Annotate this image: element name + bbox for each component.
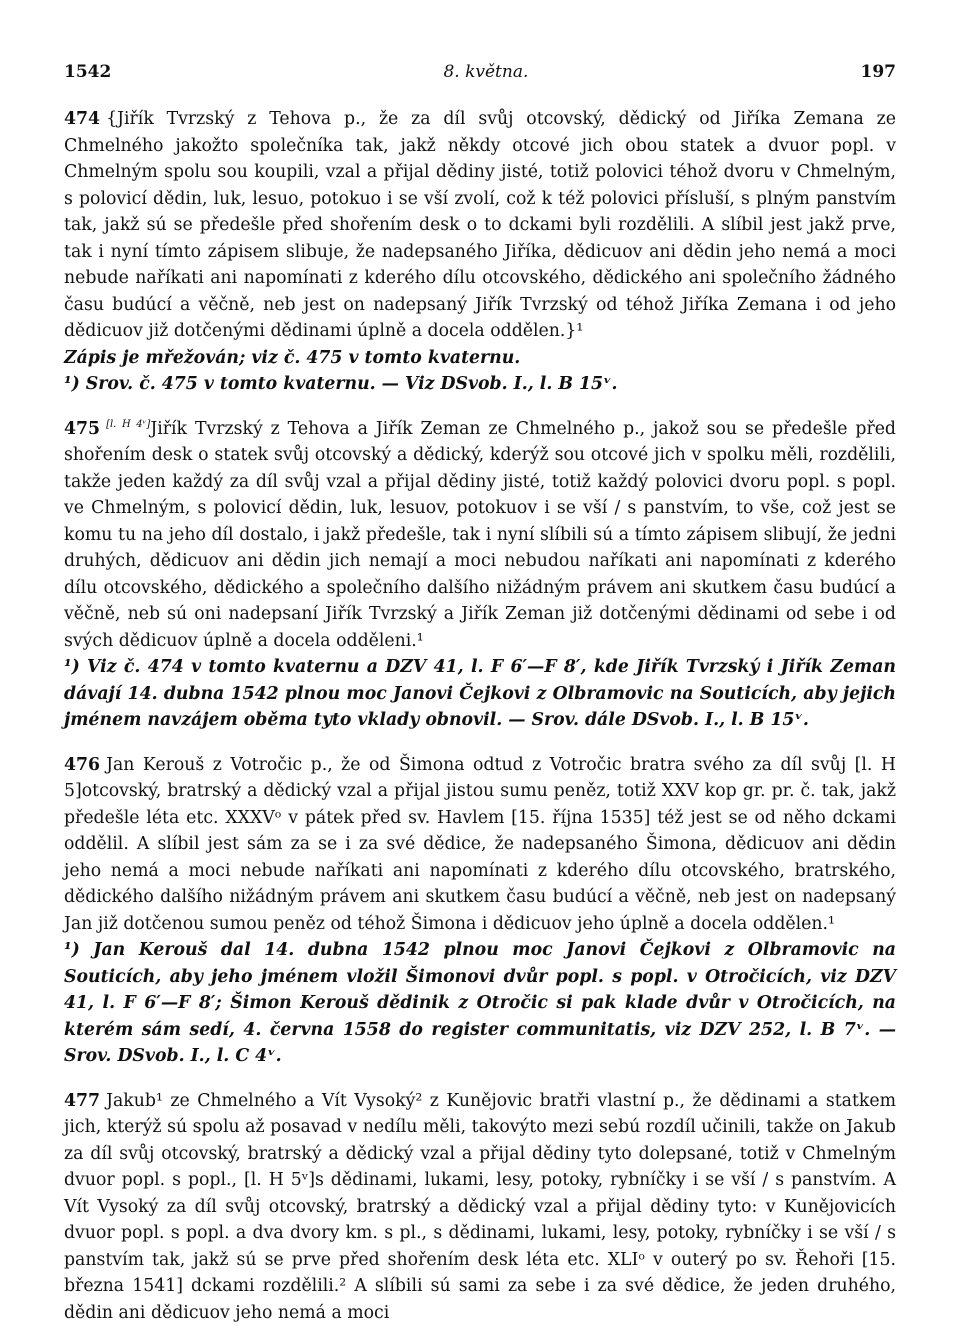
entry-number: 474 (64, 109, 100, 129)
entry-body (64, 106, 896, 345)
header-year: 1542 (64, 62, 111, 82)
entry-body (64, 416, 896, 655)
entry-number: 476 (64, 755, 100, 775)
entry-476 (64, 752, 896, 1070)
header-date: 8. května. (443, 62, 528, 82)
footnote: ¹) Srov. č. 475 v tomto kvaternu. — Viz DSvob. I., l. B 15ᵛ. (64, 371, 896, 398)
entry-body (64, 1088, 896, 1326)
entry-number: 475 (64, 419, 100, 439)
entry-number: 477 (64, 1091, 100, 1111)
entry-note: Zápis je mřežován; viz č. 475 v tomto kvaternu. (64, 345, 896, 372)
page-header (64, 62, 896, 88)
entry-text: {Jiřík Tvrzský z Tehova p., že za díl svůj otcovský, dědický od Jiříka Zemana ze Chmelného jakožto společníka tak, jakž někdy otcové jich obou statek a dvuor popl. v Chmelným spolu sou koupili, vzal a přijal dědiny jisté, totiž polovici téhož dvoru v Chmelným, s polovicí dědin, luk, lesuo, potokuo i se vší zvolí, což k též polovici přísluší, s plným panstvím tak, jakž sú se předešle před shořením desk o to dckami byli rozdělili. A slíbil jest jakž prve, tak i nyní tímto zápisem slibuje, že nadepsaného Jiříka, dědicuov ani dědin jeho nemá a moci nebude naříkati ani napomínati z kderého dílu otcovského, dědického ani společního žádného času budúcí a věčně, neb jest on nadepsaný Jiřík Tvrzský od téhož Jiříka Zemana i od jeho dědicuov již dotčenými dědinami úplně a docela oddělen.}¹ (64, 109, 896, 341)
page-number: 197 (861, 62, 897, 82)
entry-475 (64, 416, 896, 734)
entry-477 (64, 1088, 896, 1326)
footnote: ¹) Viz č. 474 v tomto kvaternu a DZV 41, l. F 6′—F 8′, kde Jiřík Tvrzský i Jiřík Zeman dávají 14. dubna 1542 plnou moc Janovi Čejkovi z Olbramovic na Souticích, aby jejich jménem navzájem oběma tyto vklady obnovil. — Srov. dále DSvob. I., l. B 15ᵛ. (64, 654, 896, 734)
entry-body (64, 752, 896, 938)
entry-text: Jan Kerouš z Votročic p., že od Šimona odtud z Votročic bratra svého za díl svůj [l. H 5]otcovský, bratrský a dědický vzal a přijal jistou sumu peněz, totiž XXV kop gr. pr. č. tak, jakž předešle léta etc. XXXVᵒ v pátek před sv. Havlem [15. října 1535] též jest se od něho dckami oddělil. A slíbil jest sám za se i za své dědice, že nadepsaného Šimona, dědicuov ani dědin jeho nemá a moci nebude naříkati ani napomínati z kderého dílu otcovského, bratrského, dědického dalšího nižádným právem ani skutkem času budúcí a věčně, neb jest on nadepsaný Jan již dotčenou sumou peněz od téhož Šimona i dědicuov jeho úplně a docela oddělen.¹ (64, 755, 896, 934)
entry-text: Jiřík Tvrzský z Tehova a Jiřík Zeman ze Chmelného p., jakož sou se předešle před shořením desk o statek svůj otcovský a dědický, kderýž sou otcové jich v spolku měli, rozdělili, takže jeden každý za díl svůj vzal a přijal dědiny jisté, totiž každý polovici dvoru popl. s popl. ve Chmelným, s polovicí dědin, luk, lesuov, potokuov i se vší / s panstvím, to vše, což jest se komu tu na jeho díl dostalo, i jakž předešle, tak i nyní slíbili sú a tímto zápisem slibují, že jedni druhých, dědicuov ani dědin jich nemají a moci nebudou naříkati ani napomínati z kderého dílu otcovského, dědického a společního dalšího nižádným právem ani skutkem času budúcí a věčně, neb sú oni nadepsaní Jiřík Tvrzský a Jiřík Zeman již dotčenými dědinami od sebe i od svých dědicuov úplně a docela odděleni.¹ (64, 419, 896, 651)
folio-mark: [l. H 4ᵛ] (106, 419, 150, 430)
document-page (64, 62, 896, 1326)
entry-text: Jakub¹ ze Chmelného a Vít Vysoký² z Kunějovic bratři vlastní p., že dědinami a statkem jich, kterýž sú spolu až posavad v nedílu měli, takovýto mezi sebú rozdíl učinili, takže on Jakub za díl svůj otcovský, bratrský a dědický vzal a přijal dědiny tyto dolepsané, totiž v Chmelným dvuor popl. s popl., [l. H 5ᵛ]s dědinami, lukami, lesy, potoky, rybníčky i se vší / s panstvím. A Vít Vysoký za díl svůj otcovský, bratrský a dědický vzal a přijal dědiny tyto: v Kunějovicích dvuor popl. s popl. a dva dvory km. s pl., s dědinami, lukami, lesy, potoky, rybníčky i se vší / s panstvím tak, jakž sú se prve před shořením desk léta etc. XLIᵒ v outerý po sv. Řehoři [15. března 1541] dckami rozdělili.² A slíbili sú sami za sebe i za své dědice, že jeden druhého, dědin ani dědicuov jeho nemá a moci (64, 1091, 896, 1323)
entry-474 (64, 106, 896, 398)
footnote: ¹) Jan Kerouš dal 14. dubna 1542 plnou moc Janovi Čejkovi z Olbramovic na Souticích, aby jeho jménem vložil Šimonovi dvůr popl. s popl. v Otročicích, viz DZV 41, l. F 6′—F 8′; Šimon Kerouš dědinik z Otročic si pak klade dvůr v Otročicích, na kterém sám sedí, 4. června 1558 do register communitatis, viz DZV 252, l. B 7ᵛ. — Srov. DSvob. I., l. C 4ᵛ. (64, 937, 896, 1070)
